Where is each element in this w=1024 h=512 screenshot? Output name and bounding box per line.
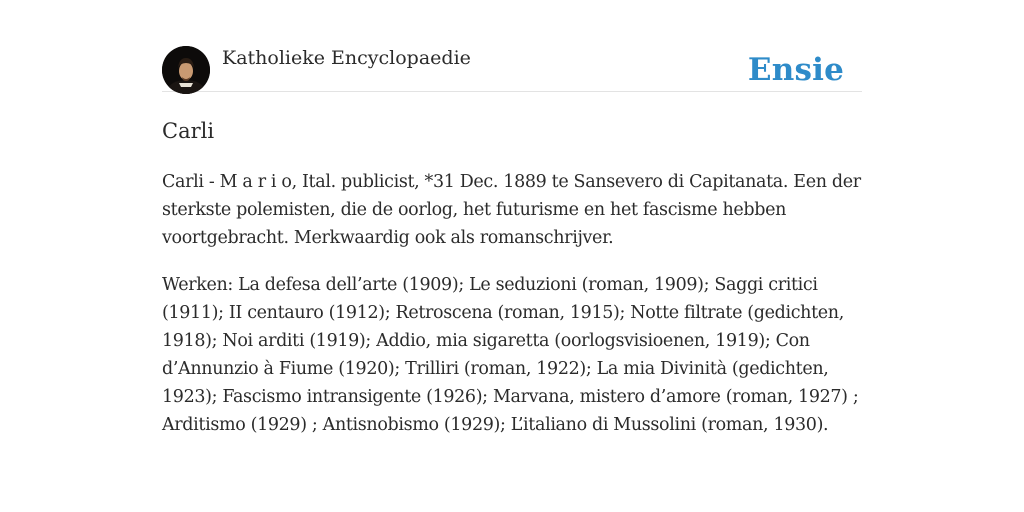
site-title[interactable]: Katholieke Encyclopaedie [222, 47, 471, 69]
brand-logo-link[interactable]: Ensie [747, 52, 844, 88]
entry-body [162, 168, 862, 458]
entry-title: Carli [162, 119, 215, 143]
entry-paragraph: Werken: La defesa dell’arte (1909); Le seduzioni (roman, 1909); Saggi critici (1911); II centauro (1912); Retroscena (roman, 1915); Notte filtrate (gedichten, 1918); Noi arditi (1919); Addio, mia sigaretta (oorlogsvisioenen, 1919); Con d’Annunzio à Fiume (1920); Trilliri (roman, 1922); La mia Divinità (gedichten, 1923); Fascismo intransigente (1926); Marvana, mistero d’amore (roman, 1927) ; Arditismo (1929) ; Antisnobismo (1929); L’italiano di Mussolini (roman, 1930). [162, 275, 859, 435]
site-header [162, 0, 862, 92]
entry-card [162, 0, 862, 435]
entry-paragraph: Carli - M a r i o, Ital. publicist, *31 Dec. 1889 te Sansevero di Capitanata. Een der sterkste polemisten, die de oorlog, het futurisme en het fascisme hebben voortgebracht. Merkwaardig ook als romanschrijver. [162, 172, 861, 248]
portrait-avatar-icon[interactable] [162, 46, 210, 94]
